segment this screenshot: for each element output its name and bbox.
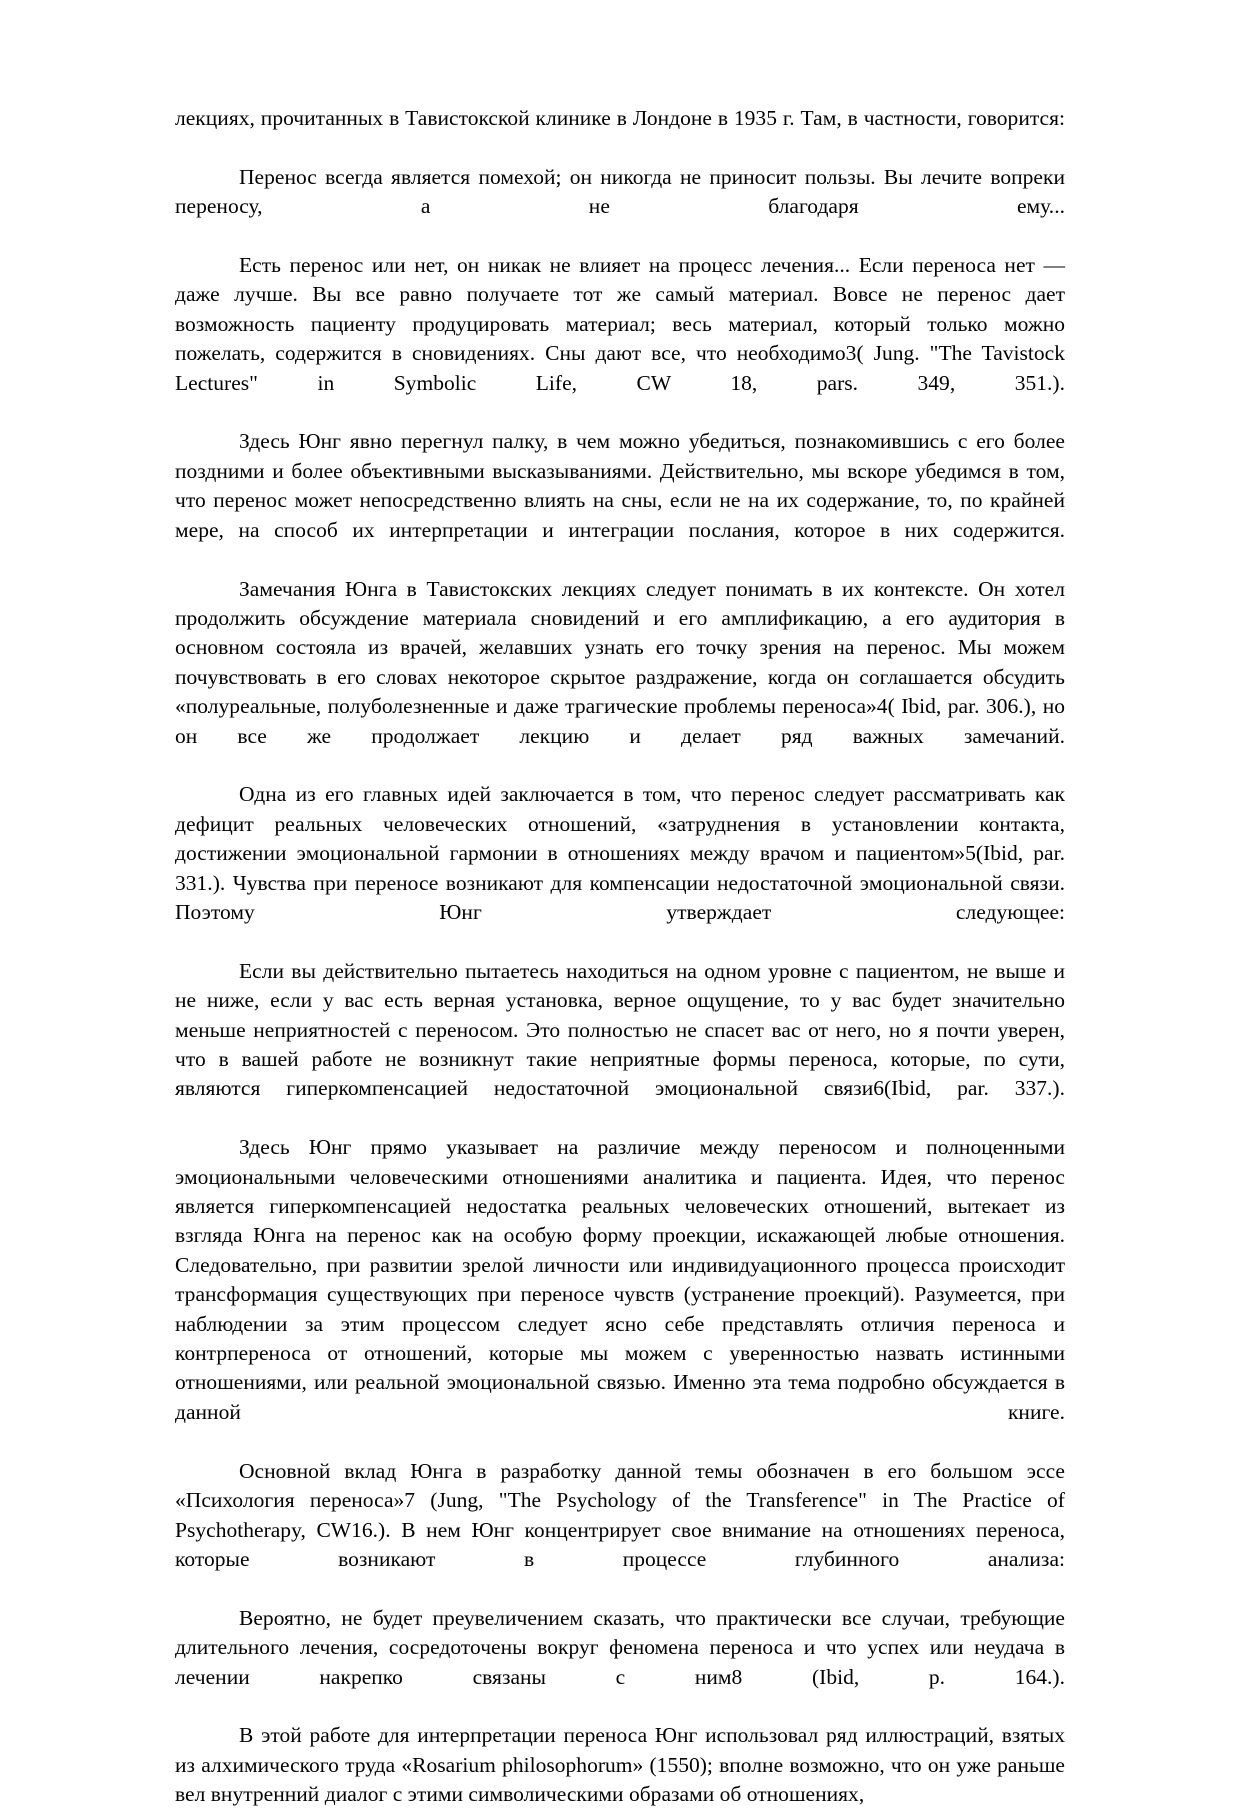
paragraph-2: Перенос всегда является помехой; он никогда не приносит пользы. Вы лечите вопреки переносу, а не благодаря ему... (175, 164, 1065, 219)
paragraph-3: Есть перенос или нет, он никак не влияет на процесс лечения... Если переноса нет — даже лучше. Вы все равно получаете тот же самый материал. Вовсе не перенос дает возможность пациенту продуцировать материал; весь материал, который только можно пожелать, содержится в сновидениях. Сны дают все, что необходимо3( Jung. "The Tavistock Lectures" in Symbolic Life, CW 18, pars. 349, 351.). (175, 253, 1065, 395)
paragraph-5: Замечания Юнга в Тавистокских лекциях следует понимать в их контексте. Он хотел продолжить обсуждение материала сновидений и его амплификацию, а его аудитория в основном состояла из врачей, желавших узнать его точку зрения на перенос. Мы можем почувствовать в его словах некоторое скрытое раздражение, когда он соглашается обсудить «полуреальные, полуболезненные и даже трагические проблемы переноса»4( Ibid, par. 306.), но он все же продолжает лекцию и делает ряд важных замечаний. (175, 576, 1065, 748)
paragraph-11: В этой работе для интерпретации переноса Юнг использовал ряд иллюстраций, взятых из алхимического труда «Rosarium philosophorum» (1550); вполне возможно, что он уже раньше вел внутренний диалог с этими символическими образами об отношениях, (175, 1723, 1065, 1807)
paragraph-10: Вероятно, не будет преувеличением сказать, что практически все случаи, требующие длительного лечения, сосредоточены вокруг феномена переноса и что успех или неудача в лечении накрепко связаны с ним8 (Ibid, p. 164.). (175, 1605, 1065, 1689)
paragraph-7: Если вы действительно пытаетесь находиться на одном уровне с пациентом, не выше и не ниже, если у вас есть верная установка, верное ощущение, то у вас будет значительно меньше неприятностей с переносом. Это полностью не спасет вас от него, но я почти уверен, что в вашей работе не возникнут такие неприятные формы переноса, которые, по сути, являются гиперкомпенсацией недостаточной эмоциональной связи6(Ibid, par. 337.). (175, 958, 1065, 1101)
paragraph-4: Здесь Юнг явно перегнул палку, в чем можно убедиться, познакомившись с его более поздними и более объективными высказываниями. Действительно, мы вскоре убедимся в том, что перенос может непосредственно влиять на сны, если не на их содержание, то, по крайней мере, на способ их интерпретации и интеграции послания, которое в них содержится. (175, 429, 1065, 542)
paragraph-9: Основной вклад Юнга в разработку данной темы обозначен в его большом эссе «Психология переноса»7 (Jung, "The Psychology of the Transference" in The Practice of Psychotherapy, CW16.). В нем Юнг концентрирует свое внимание на отношениях переноса, которые возникают в процессе глубинного анализа: (175, 1458, 1065, 1571)
body-text-column (175, 104, 1065, 1810)
paragraph-1: лекциях, прочитанных в Тавистокской клинике в Лондоне в 1935 г. Там, в частности, говорится: (175, 106, 1065, 130)
paragraph-8: Здесь Юнг прямо указывает на различие между переносом и полноценными эмоциональными человеческими отношениями аналитика и пациента. Идея, что перенос является гиперкомпенсацией недостатка реальных человеческих отношений, вытекает из взгляда Юнга на перенос как на особую форму проекции, искажающей любые отношения. Следовательно, при развитии зрелой личности или индивидуационного процесса происходит трансформация существующих при переносе чувств (устранение проекций). Разумеется, при наблюдении за этим процессом следует ясно себе представлять отличия переноса и контрпереноса от отношений, которые мы можем с уверенностью назвать истинными отношениями, или реальной эмоциональной связью. Именно эта тема подробно обсуждается в данной книге. (175, 1135, 1065, 1424)
paragraph-6: Одна из его главных идей заключается в том, что перенос следует рассматривать как дефицит реальных человеческих отношений, «затруднения в установлении контакта, достижении эмоциональной гармонии в отношениях между врачом и пациентом»5(Ibid, par. 331.). Чувства при переносе возникают для компенсации недостаточной эмоциональной связи. Поэтому Юнг утверждает следующее: (175, 782, 1065, 924)
